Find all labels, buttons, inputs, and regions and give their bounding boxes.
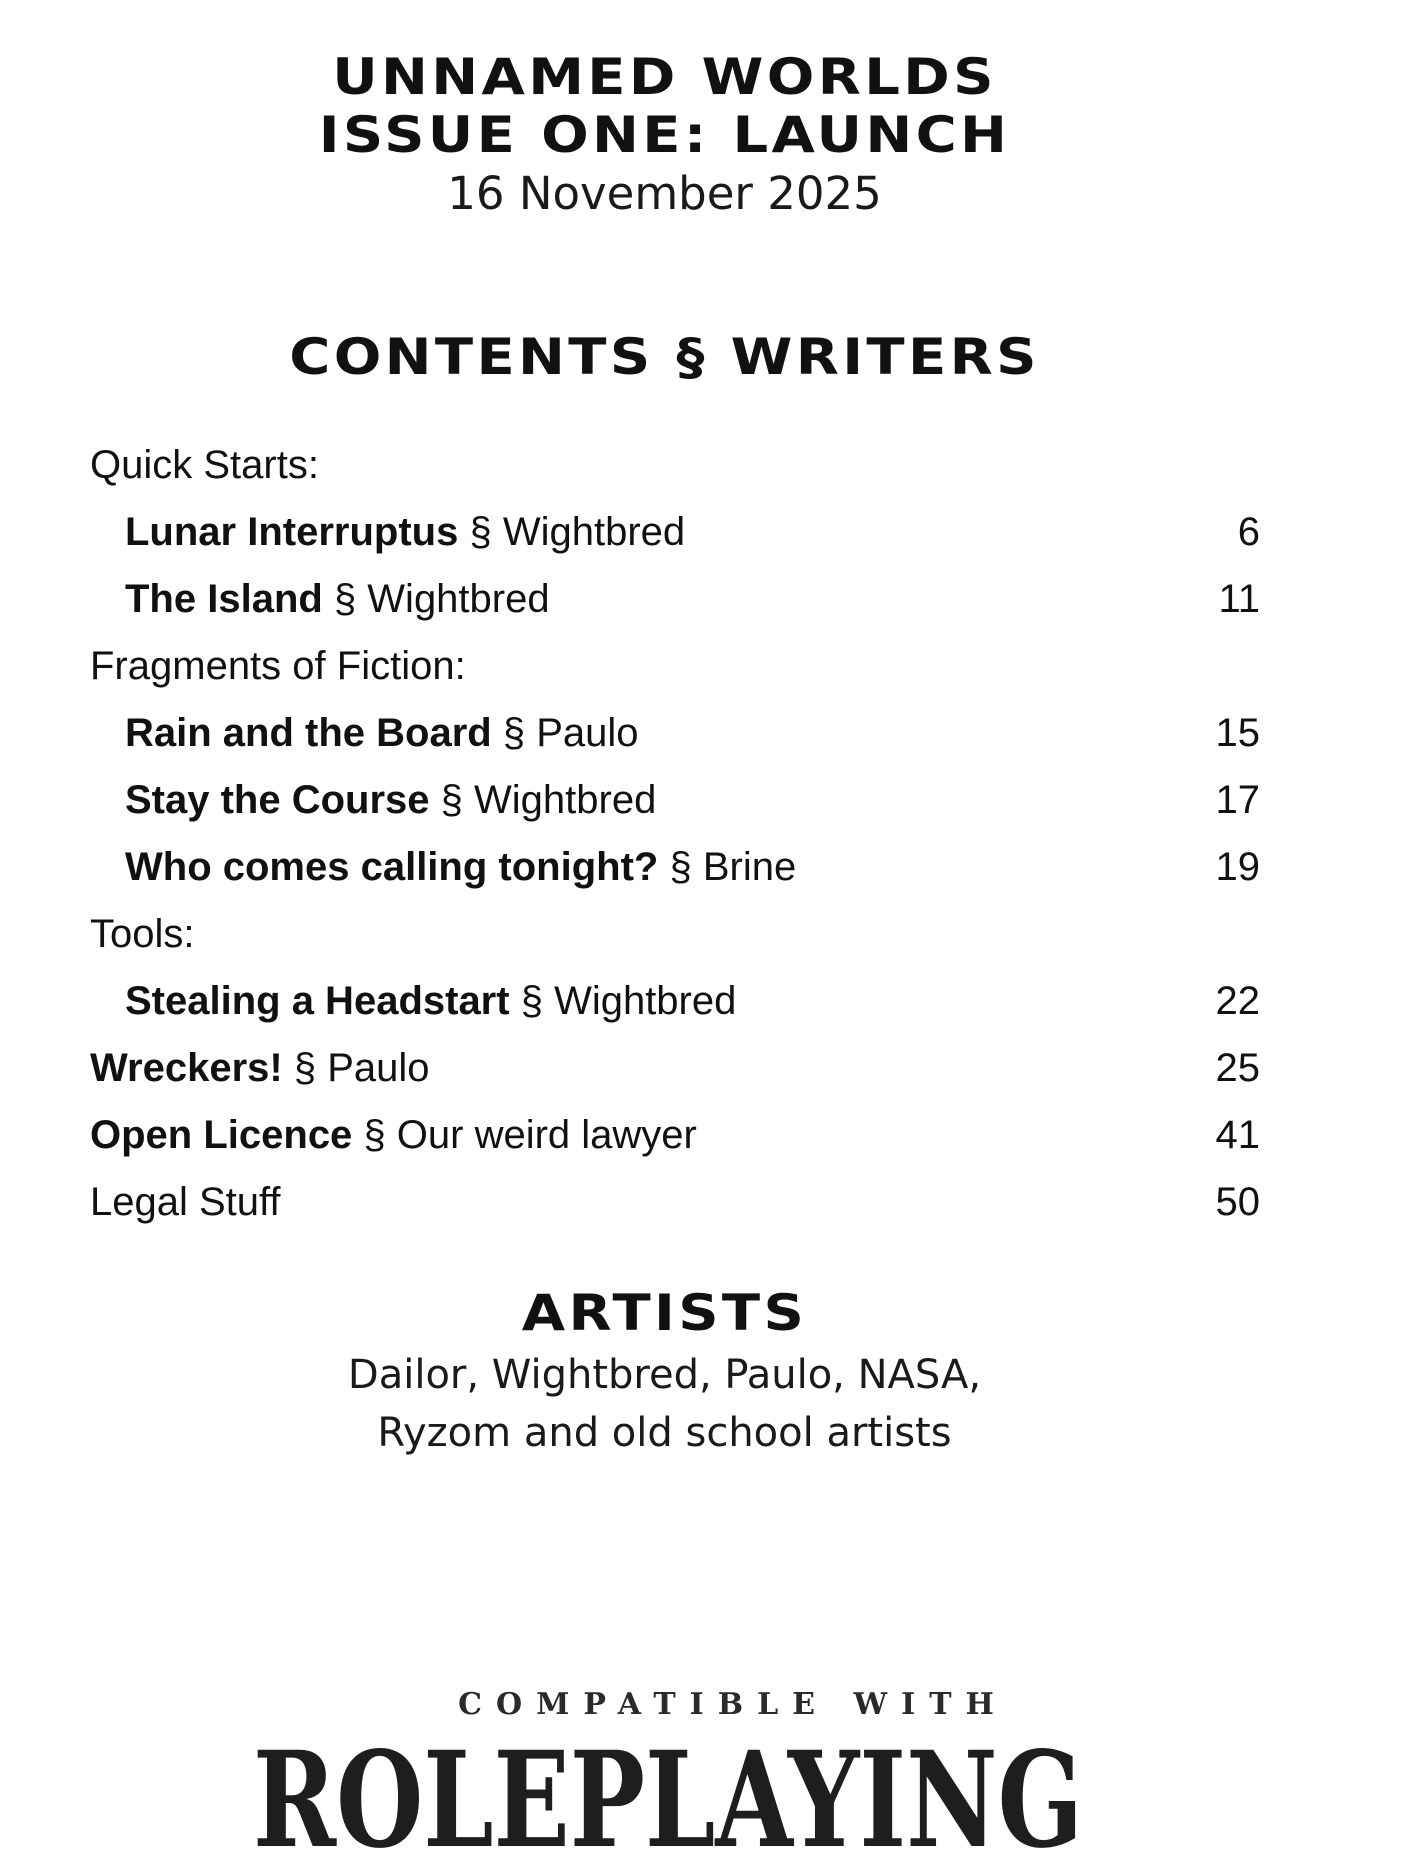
toc-row xyxy=(90,432,1260,499)
toc-entry-title: Stay the Course xyxy=(125,778,430,822)
toc-entry-title: Who comes calling tonight? xyxy=(125,845,659,889)
toc-page-number: 25 xyxy=(1215,1046,1260,1090)
toc-page-number: 15 xyxy=(1215,711,1260,755)
logo-main-text: ROLEPLAYING xyxy=(253,1723,1083,1875)
toc-entry-author: § Our weird lawyer xyxy=(363,1113,697,1157)
table-of-contents xyxy=(90,432,1260,1236)
toc-page-number: 19 xyxy=(1215,845,1260,889)
issue-date: 16 November 2025 xyxy=(447,167,882,220)
toc-row[interactable] xyxy=(90,1102,1260,1169)
toc-row xyxy=(90,901,1260,968)
toc-row xyxy=(90,633,1260,700)
toc-entry-title: The Island xyxy=(125,577,323,621)
toc-row[interactable] xyxy=(90,1169,1260,1236)
toc-row[interactable] xyxy=(90,767,1260,834)
issue-title: ISSUE ONE: LAUNCH xyxy=(318,106,1011,164)
toc-page-number: 6 xyxy=(1237,510,1260,554)
magazine-title: UNNAMED WORLDS xyxy=(332,48,997,106)
toc-row[interactable] xyxy=(90,700,1260,767)
toc-category: Tools: xyxy=(90,912,195,956)
toc-entry-author: § Paulo xyxy=(502,711,639,755)
toc-row[interactable] xyxy=(90,499,1260,566)
toc-page-number: 22 xyxy=(1215,979,1260,1023)
toc-entry-title: Rain and the Board xyxy=(125,711,492,755)
toc-entry-author: § Wightbred xyxy=(440,778,657,822)
toc-row[interactable] xyxy=(90,566,1260,633)
toc-category: Quick Starts: xyxy=(90,443,319,487)
toc-entry-title: Stealing a Headstart xyxy=(125,979,510,1023)
toc-entry-author: § Wightbred xyxy=(333,577,550,621)
compatible-with-roleplaying-logo xyxy=(243,1687,1093,1875)
contents-heading: CONTENTS § WRITERS xyxy=(289,328,1040,386)
artists-list xyxy=(0,1346,1329,1462)
toc-entry-author: § Wightbred xyxy=(520,979,737,1023)
masthead xyxy=(0,48,1329,224)
toc-entry-title: Wreckers! xyxy=(90,1046,283,1090)
toc-row[interactable] xyxy=(90,1035,1260,1102)
toc-entry-author: § Brine xyxy=(669,845,797,889)
toc-entry-title: Open Licence xyxy=(90,1113,353,1157)
toc-row[interactable] xyxy=(90,834,1260,901)
toc-entry-title: Lunar Interruptus xyxy=(125,510,459,554)
toc-entry-author: § Paulo xyxy=(293,1046,430,1090)
toc-category: Legal Stuff xyxy=(90,1180,281,1224)
logo-top-text: COMPATIBLE WITH xyxy=(458,1687,1008,1722)
toc-page-number: 17 xyxy=(1215,778,1260,822)
toc-page-number: 50 xyxy=(1215,1180,1260,1224)
toc-category: Fragments of Fiction: xyxy=(90,644,466,688)
artists-heading: ARTISTS xyxy=(521,1284,808,1342)
toc-entry-author: § Wightbred xyxy=(469,510,686,554)
artists-line: Dailor, Wightbred, Paulo, NASA, xyxy=(347,1352,982,1398)
artists-line: Ryzom and old school artists xyxy=(377,1410,952,1456)
toc-row[interactable] xyxy=(90,968,1260,1035)
toc-page-number: 11 xyxy=(1218,577,1260,621)
toc-page-number: 41 xyxy=(1215,1113,1260,1157)
